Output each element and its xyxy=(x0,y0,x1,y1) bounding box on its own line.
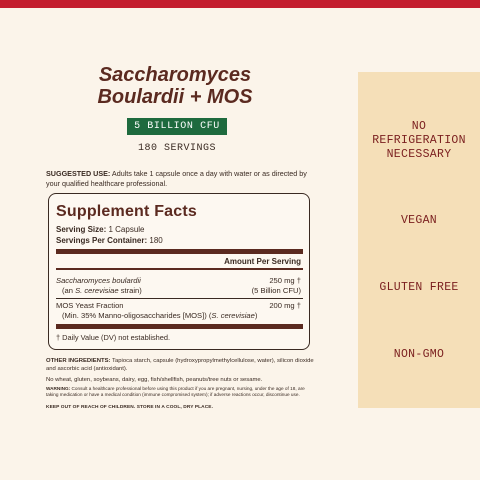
warning-statement xyxy=(46,386,316,397)
other-ingredients xyxy=(46,357,314,373)
claim-4-line-1: NON-GMO xyxy=(393,348,445,361)
claim-1-line-1: NO xyxy=(411,120,427,133)
servings-count: 180 SERVINGS xyxy=(137,143,216,154)
serving-size xyxy=(56,225,145,235)
claim-non-gmo xyxy=(358,348,480,362)
ingredient-1-amount: 250 mg † xyxy=(269,276,301,285)
other-ingredients-text: Tapioca starch, capsule (hydroxypropylmethylcellulose, water), silicon dioxide and ascorbic acid (antioxidant). xyxy=(46,358,314,372)
claim-1-line-2: REFRIGERATION xyxy=(372,134,466,147)
warning-text: Consult a healthcare professional before using this product if you are pregnant, nursing, under the age of 18, are taking medication or have a medical condition (immune compromised system); if adverse reactions occur, discontinue use. xyxy=(46,386,305,397)
supplement-facts-title: Supplement Facts xyxy=(56,203,198,220)
ingredient-1-name: Saccharomyces boulardii xyxy=(56,276,141,285)
suggested-use-label: SUGGESTED USE: xyxy=(46,169,111,178)
cfu-badge: 5 BILLION CFU xyxy=(127,118,227,135)
ingredient-name xyxy=(56,276,142,296)
ingredient-name xyxy=(56,301,257,321)
claim-3-line-1: GLUTEN FREE xyxy=(379,281,459,294)
ingredient-1-detail-italic: S. cerevisiae xyxy=(75,286,119,295)
serving-size-value: 1 Capsule xyxy=(106,225,145,234)
suggested-use-text: Adults take 1 capsule once a day with water or as directed by your qualified healthcare professional. xyxy=(46,169,307,188)
facts-divider-thin xyxy=(56,298,303,299)
ingredient-2-name: MOS Yeast Fraction xyxy=(56,301,124,310)
ingredient-2-detail-prefix: (Min. 35% Manno-oligosaccharides [MOS]) ( xyxy=(62,311,212,320)
amount-per-serving-header: Amount Per Serving xyxy=(224,257,301,266)
ingredient-1-detail-prefix: (an xyxy=(62,286,76,295)
ingredient-amount xyxy=(269,301,301,311)
claim-no-refrigeration xyxy=(358,120,480,162)
top-accent-bar xyxy=(0,0,480,8)
claim-vegan xyxy=(358,214,480,228)
ingredient-1-detail-suffix: strain) xyxy=(118,286,142,295)
servings-per-container xyxy=(56,236,163,246)
facts-divider-thick xyxy=(56,324,303,329)
other-ingredients-label: OTHER INGREDIENTS: xyxy=(46,358,111,364)
facts-divider-medium xyxy=(56,268,303,270)
ingredient-2-amount: 200 mg † xyxy=(269,301,301,310)
claim-gluten-free xyxy=(358,281,480,295)
suggested-use xyxy=(46,169,314,189)
servings-per-container-value: 180 xyxy=(147,236,163,245)
ingredient-1-amount-detail: (5 Billion CFU) xyxy=(251,286,301,295)
ingredient-amount xyxy=(252,276,301,296)
serving-size-label: Serving Size: xyxy=(56,225,107,234)
facts-divider-thick xyxy=(56,249,303,254)
storage-statement: KEEP OUT OF REACH OF CHILDREN. STORE IN A COOL, DRY PLACE. xyxy=(46,405,214,410)
product-title-line-2: Boulardii + MOS xyxy=(97,86,253,108)
servings-per-container-label: Servings Per Container: xyxy=(56,236,148,245)
claim-2-line-1: VEGAN xyxy=(400,214,437,227)
claim-1-line-3: NECESSARY xyxy=(386,148,452,161)
warning-label: WARNING: xyxy=(46,386,71,391)
product-title-line-1: Saccharomyces xyxy=(98,64,252,86)
supplement-facts-panel xyxy=(48,193,310,350)
ingredient-2-detail-suffix: ) xyxy=(254,311,258,320)
daily-value-note: † Daily Value (DV) not established. xyxy=(56,333,171,342)
allergen-statement: No wheat, gluten, soybeans, dairy, egg, fish/shellfish, peanuts/tree nuts or sesame. xyxy=(46,377,263,383)
ingredient-2-detail-italic: S. cerevisiae xyxy=(211,311,255,320)
claims-panel xyxy=(358,72,480,408)
product-title xyxy=(40,64,310,108)
